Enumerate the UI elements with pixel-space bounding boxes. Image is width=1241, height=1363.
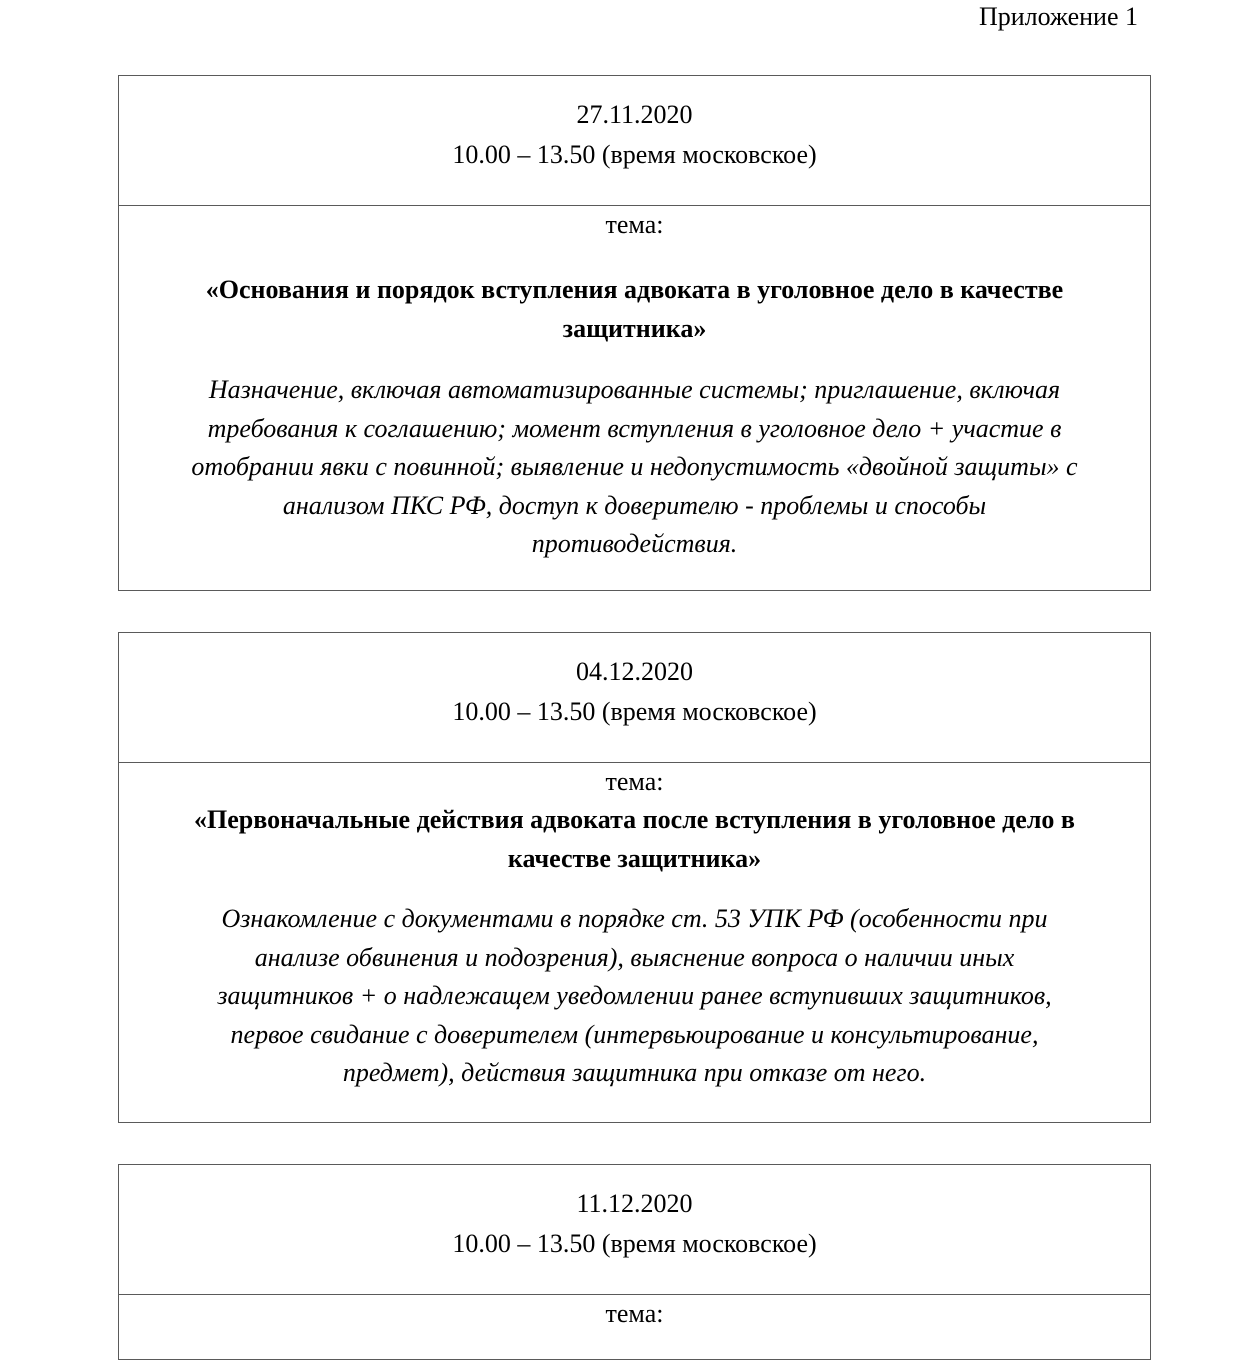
session-title (119, 800, 1150, 878)
session-description (119, 900, 1150, 1093)
session-header (119, 1165, 1150, 1295)
session-description-line: Ознакомление с документами в порядке ст. 53 УПК РФ (особенности при (221, 904, 1048, 933)
session-description-line: предмет), действия защитника при отказе от него. (342, 1058, 927, 1087)
session-header (119, 633, 1150, 763)
tema-label: тема: (605, 767, 664, 796)
session-description-line: требования к соглашению; момент вступления в уголовное дело + участие в (207, 413, 1062, 443)
session-block (118, 632, 1151, 1123)
session-block (118, 1164, 1151, 1360)
session-time: 10.00 – 13.50 (время московское) (452, 1229, 817, 1258)
appendix-label: Приложение 1 (978, 2, 1138, 31)
session-description (119, 371, 1150, 564)
session-description-line: анализом ПКС РФ, доступ к доверителю - проблемы и способы (282, 490, 987, 520)
session-date: 11.12.2020 (576, 1189, 693, 1218)
session-description-line: Назначение, включая автоматизированные системы; приглашение, включая (208, 375, 1061, 404)
session-body (119, 1295, 1150, 1332)
session-body (119, 206, 1150, 564)
session-description-line: анализе обвинения и подозрения), выяснение вопроса о наличии иных (254, 942, 1015, 972)
session-title-line: «Основания и порядок вступления адвоката в уголовное дело в качестве (205, 275, 1064, 304)
tema-label: тема: (605, 210, 664, 239)
session-title-line: «Первоначальные действия адвоката после вступления в уголовное дело в (194, 805, 1075, 834)
session-title (119, 270, 1150, 348)
session-date: 04.12.2020 (576, 657, 693, 686)
session-date: 27.11.2020 (576, 100, 693, 129)
session-block (118, 75, 1151, 591)
session-header (119, 76, 1150, 206)
session-title-line: качестве защитника» (507, 844, 762, 873)
session-title-line: защитника» (562, 314, 707, 343)
session-description-line: отобрании явки с повинной; выявление и недопустимость «двойной защиты» с (191, 452, 1078, 481)
tema-label: тема: (605, 1299, 664, 1328)
session-description-line: защитников + о надлежащем уведомлении ранее вступивших защитников, (217, 981, 1052, 1010)
session-body (119, 763, 1150, 1093)
session-description-line: первое свидание с доверителем (интервьюирование и консультирование, (230, 1019, 1039, 1049)
session-time: 10.00 – 13.50 (время московское) (452, 140, 817, 169)
session-time: 10.00 – 13.50 (время московское) (452, 697, 817, 726)
session-description-line: противодействия. (531, 529, 738, 558)
